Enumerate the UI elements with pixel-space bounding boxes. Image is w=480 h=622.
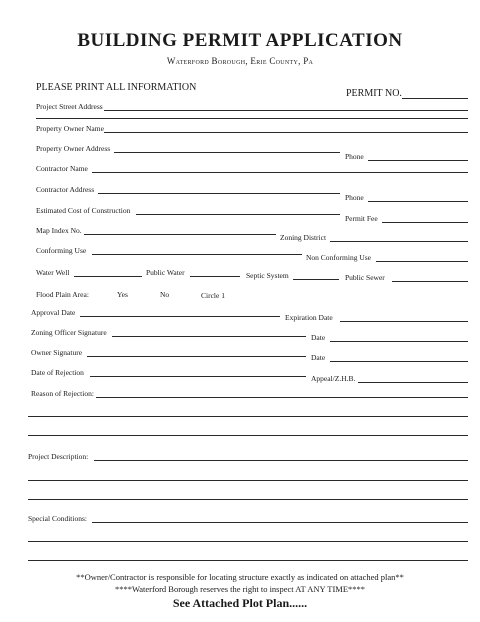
property-owner-name-label: Property Owner Name <box>36 124 104 133</box>
public-water-label: Public Water <box>146 268 185 277</box>
project-description-field[interactable] <box>94 460 468 461</box>
zoning-officer-signature-field[interactable] <box>112 336 306 337</box>
non-conforming-use-field[interactable] <box>376 261 468 262</box>
reason-of-rejection-line-2[interactable] <box>28 416 468 417</box>
project-description-line-3[interactable] <box>28 499 468 500</box>
appeal-zhb-label: Appeal/Z.H.B. <box>311 374 356 383</box>
contractor-address-field[interactable] <box>98 193 340 194</box>
permit-fee-field[interactable] <box>382 222 468 223</box>
approval-date-label: Approval Date <box>31 308 76 317</box>
map-index-no-field[interactable] <box>84 234 276 235</box>
responsibility-note: **Owner/Contractor is responsible for locating structure exactly as indicated on attached plan** <box>76 572 404 582</box>
project-street-address-label: Project Street Address <box>36 102 103 111</box>
zoning-district-label: Zoning District <box>280 233 327 242</box>
reason-of-rejection-field[interactable] <box>96 397 468 398</box>
zoning-officer-signature-label: Zoning Officer Signature <box>31 328 107 337</box>
special-conditions-label: Special Conditions: <box>28 514 87 523</box>
page-title: BUILDING PERMIT APPLICATION <box>77 30 403 51</box>
contractor-address-label: Contractor Address <box>36 185 95 194</box>
print-instructions: PLEASE PRINT ALL INFORMATION <box>36 82 197 93</box>
date-field-2[interactable] <box>330 361 468 362</box>
non-conforming-use-label: Non Conforming Use <box>306 253 371 262</box>
permit-no-field[interactable] <box>402 98 468 99</box>
estimated-cost-label: Estimated Cost of Construction <box>36 206 131 215</box>
date-of-rejection-label: Date of Rejection <box>31 368 84 377</box>
project-description-label: Project Description: <box>28 452 89 461</box>
date-label-1: Date <box>311 333 326 342</box>
phone-field-2[interactable] <box>368 201 468 202</box>
owner-signature-label: Owner Signature <box>31 348 83 357</box>
phone-field-1[interactable] <box>368 160 468 161</box>
project-description-line-2[interactable] <box>28 480 468 481</box>
plot-plan-note: See Attached Plot Plan...... <box>172 596 308 610</box>
expiration-date-field[interactable] <box>340 321 468 322</box>
contractor-name-label: Contractor Name <box>36 164 88 173</box>
septic-system-field[interactable] <box>293 279 339 280</box>
special-conditions-field[interactable] <box>92 522 468 523</box>
date-label-2: Date <box>311 353 326 362</box>
special-conditions-line-2[interactable] <box>28 541 468 542</box>
page-subtitle: Waterford Borough, Erie County, Pa <box>166 56 314 66</box>
permit-fee-label: Permit Fee <box>345 214 378 223</box>
date-field-1[interactable] <box>330 341 468 342</box>
property-owner-address-label: Property Owner Address <box>36 144 111 153</box>
flood-plain-yes-option[interactable]: Yes <box>117 290 128 299</box>
public-sewer-field[interactable] <box>392 281 468 282</box>
circle-one-instruction: Circle 1 <box>201 291 225 300</box>
project-street-address-field[interactable] <box>104 110 468 111</box>
project-street-address-line-2[interactable] <box>36 118 468 119</box>
approval-date-field[interactable] <box>80 316 280 317</box>
flood-plain-no-option[interactable]: No <box>160 290 170 299</box>
zoning-district-field[interactable] <box>330 241 468 242</box>
expiration-date-label: Expiration Date <box>285 313 333 322</box>
contractor-name-field[interactable] <box>92 172 468 173</box>
owner-signature-field[interactable] <box>87 356 306 357</box>
inspection-note: ****Waterford Borough reserves the right to inspect AT ANY TIME**** <box>114 584 366 594</box>
public-sewer-label: Public Sewer <box>345 273 385 282</box>
water-well-label: Water Well <box>36 268 70 277</box>
public-water-field[interactable] <box>190 276 240 277</box>
reason-of-rejection-line-3[interactable] <box>28 435 468 436</box>
property-owner-name-field[interactable] <box>104 132 468 133</box>
appeal-zhb-field[interactable] <box>358 382 468 383</box>
septic-system-label: Septic System <box>246 271 289 280</box>
date-of-rejection-field[interactable] <box>90 376 306 377</box>
conforming-use-field[interactable] <box>92 254 302 255</box>
permit-no-label: PERMIT NO. <box>346 88 402 99</box>
property-owner-address-field[interactable] <box>114 152 340 153</box>
reason-of-rejection-label: Reason of Rejection: <box>31 389 94 398</box>
phone-label-2: Phone <box>345 193 364 202</box>
flood-plain-area-label: Flood Plain Area: <box>36 290 89 299</box>
special-conditions-line-3[interactable] <box>28 560 468 561</box>
conforming-use-label: Conforming Use <box>36 246 87 255</box>
water-well-field[interactable] <box>74 276 142 277</box>
map-index-no-label: Map Index No. <box>36 226 82 235</box>
estimated-cost-field[interactable] <box>136 214 340 215</box>
phone-label-1: Phone <box>345 152 364 161</box>
